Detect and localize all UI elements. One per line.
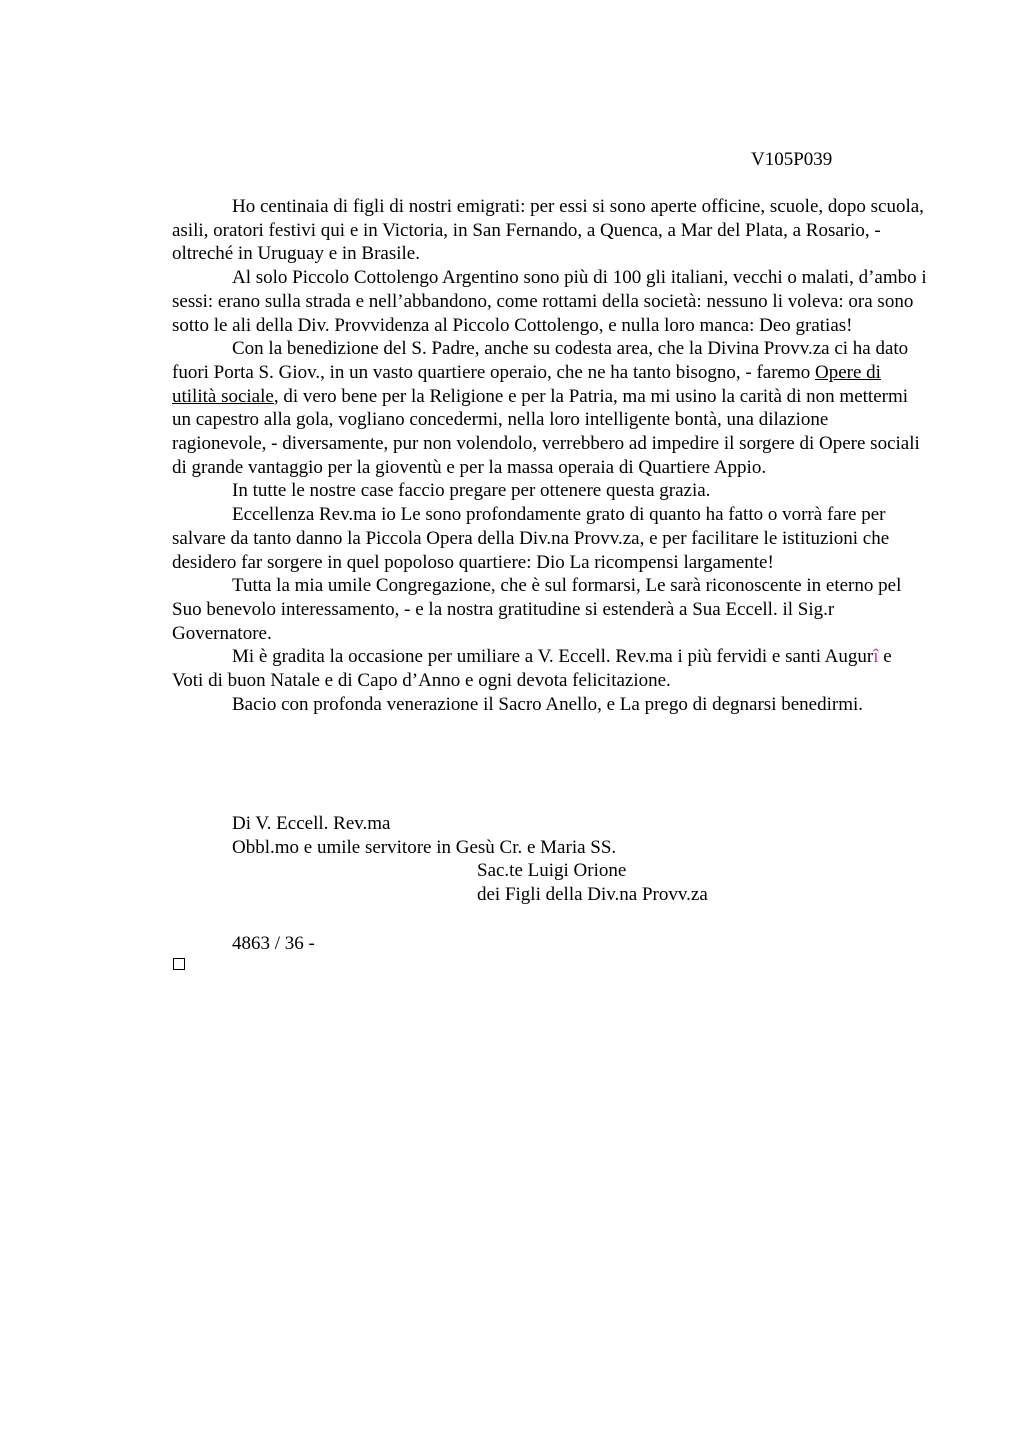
signature-title: dei Figli della Div.na Provv.za [477, 884, 708, 906]
paragraph-wishes-end: e Voti di buon Natale e di Capo d’Anno e ogni devota felicitazione. [172, 646, 892, 692]
paragraph-congregation: Tutta la mia umile Congregazione, che è sul formarsi, Le sarà riconoscente in eterno pel Suo benevolo interessamento, - e la nostra gratitudine si estenderà a Sua Eccell. il Sig.r Governatore. [172, 575, 902, 644]
reference-number: 4863 / 36 - [232, 933, 315, 954]
paragraph-emigrants: Ho centinaia di figli di nostri emigrati: per essi si sono aperte officine, scuole, dopo scuola, asili, oratori festivi qui e in Victoria, in San Fernando, a Quenca, a Mar del Plata, a Rosario, - oltreché in Uruguay e in Brasile. [172, 196, 924, 265]
letter-body [172, 195, 927, 716]
page-identifier: V105P039 [751, 149, 833, 170]
empty-square-icon [173, 958, 185, 970]
closing-servant-line: Obbl.mo e umile servitore in Gesù Cr. e Maria SS. [232, 836, 617, 858]
paragraph-benediction-start: Con la benedizione del S. Padre, anche su codesta area, che la Divina Provv.za ci ha dato fuori Porta S. Giov., in un vasto quartiere operaio, che ne ha tanto bisogno, - faremo [172, 338, 909, 383]
paragraph-benediction-end: , di vero bene per la Religione e per la Patria, ma mi usino la carità di non mettermi un capestro alla gola, vogliano concedermi, nella loro intelligente bontà, una dilazione ragionevole, - diversamente, pur non volendolo, verrebbero ad impedire il sorgere di Opere sociali di grande vantaggio per la gioventù e per la massa operaia di Quartiere Appio. [172, 385, 920, 478]
underlined-phrase: Opere di utilità sociale [172, 361, 881, 407]
highlighted-character: î [873, 646, 879, 668]
closing-salutation: Di V. Eccell. Rev.ma [232, 813, 391, 834]
paragraph-prayer: In tutte le nostre case faccio pregare per ottenere questa grazia. [232, 480, 711, 502]
paragraph-wishes-start: Mi è gradita la occasione per umiliare a V. Eccell. Rev.ma i più fervidi e santi Augur [232, 646, 874, 668]
signature-name: Sac.te Luigi Orione [477, 860, 627, 882]
paragraph-gratitude: Eccellenza Rev.ma io Le sono profondamente grato di quanto ha fatto o vorrà fare per salvare da tanto danno la Piccola Opera della Div.na Provv.za, e per facilitare le istituzioni che desidero far sorgere in quel popoloso quartiere: Dio La ricompensi largamente! [172, 504, 890, 573]
paragraph-cottolengo: Al solo Piccolo Cottolengo Argentino sono più di 100 gli italiani, vecchi o malati, d’ambo i sessi: erano sulla strada e nell’abbandono, come rottami della società: nessuno li voleva: ora sono sotto le ali della Div. Provvidenza al Piccolo Cottolengo, e nulla loro manca: Deo gratias! [172, 267, 927, 336]
paragraph-benediction [172, 337, 927, 479]
paragraph-wishes [172, 645, 927, 692]
letter-closing [232, 812, 708, 907]
paragraph-ring: Bacio con profonda venerazione il Sacro Anello, e La prego di degnarsi benedirmi. [232, 693, 863, 715]
